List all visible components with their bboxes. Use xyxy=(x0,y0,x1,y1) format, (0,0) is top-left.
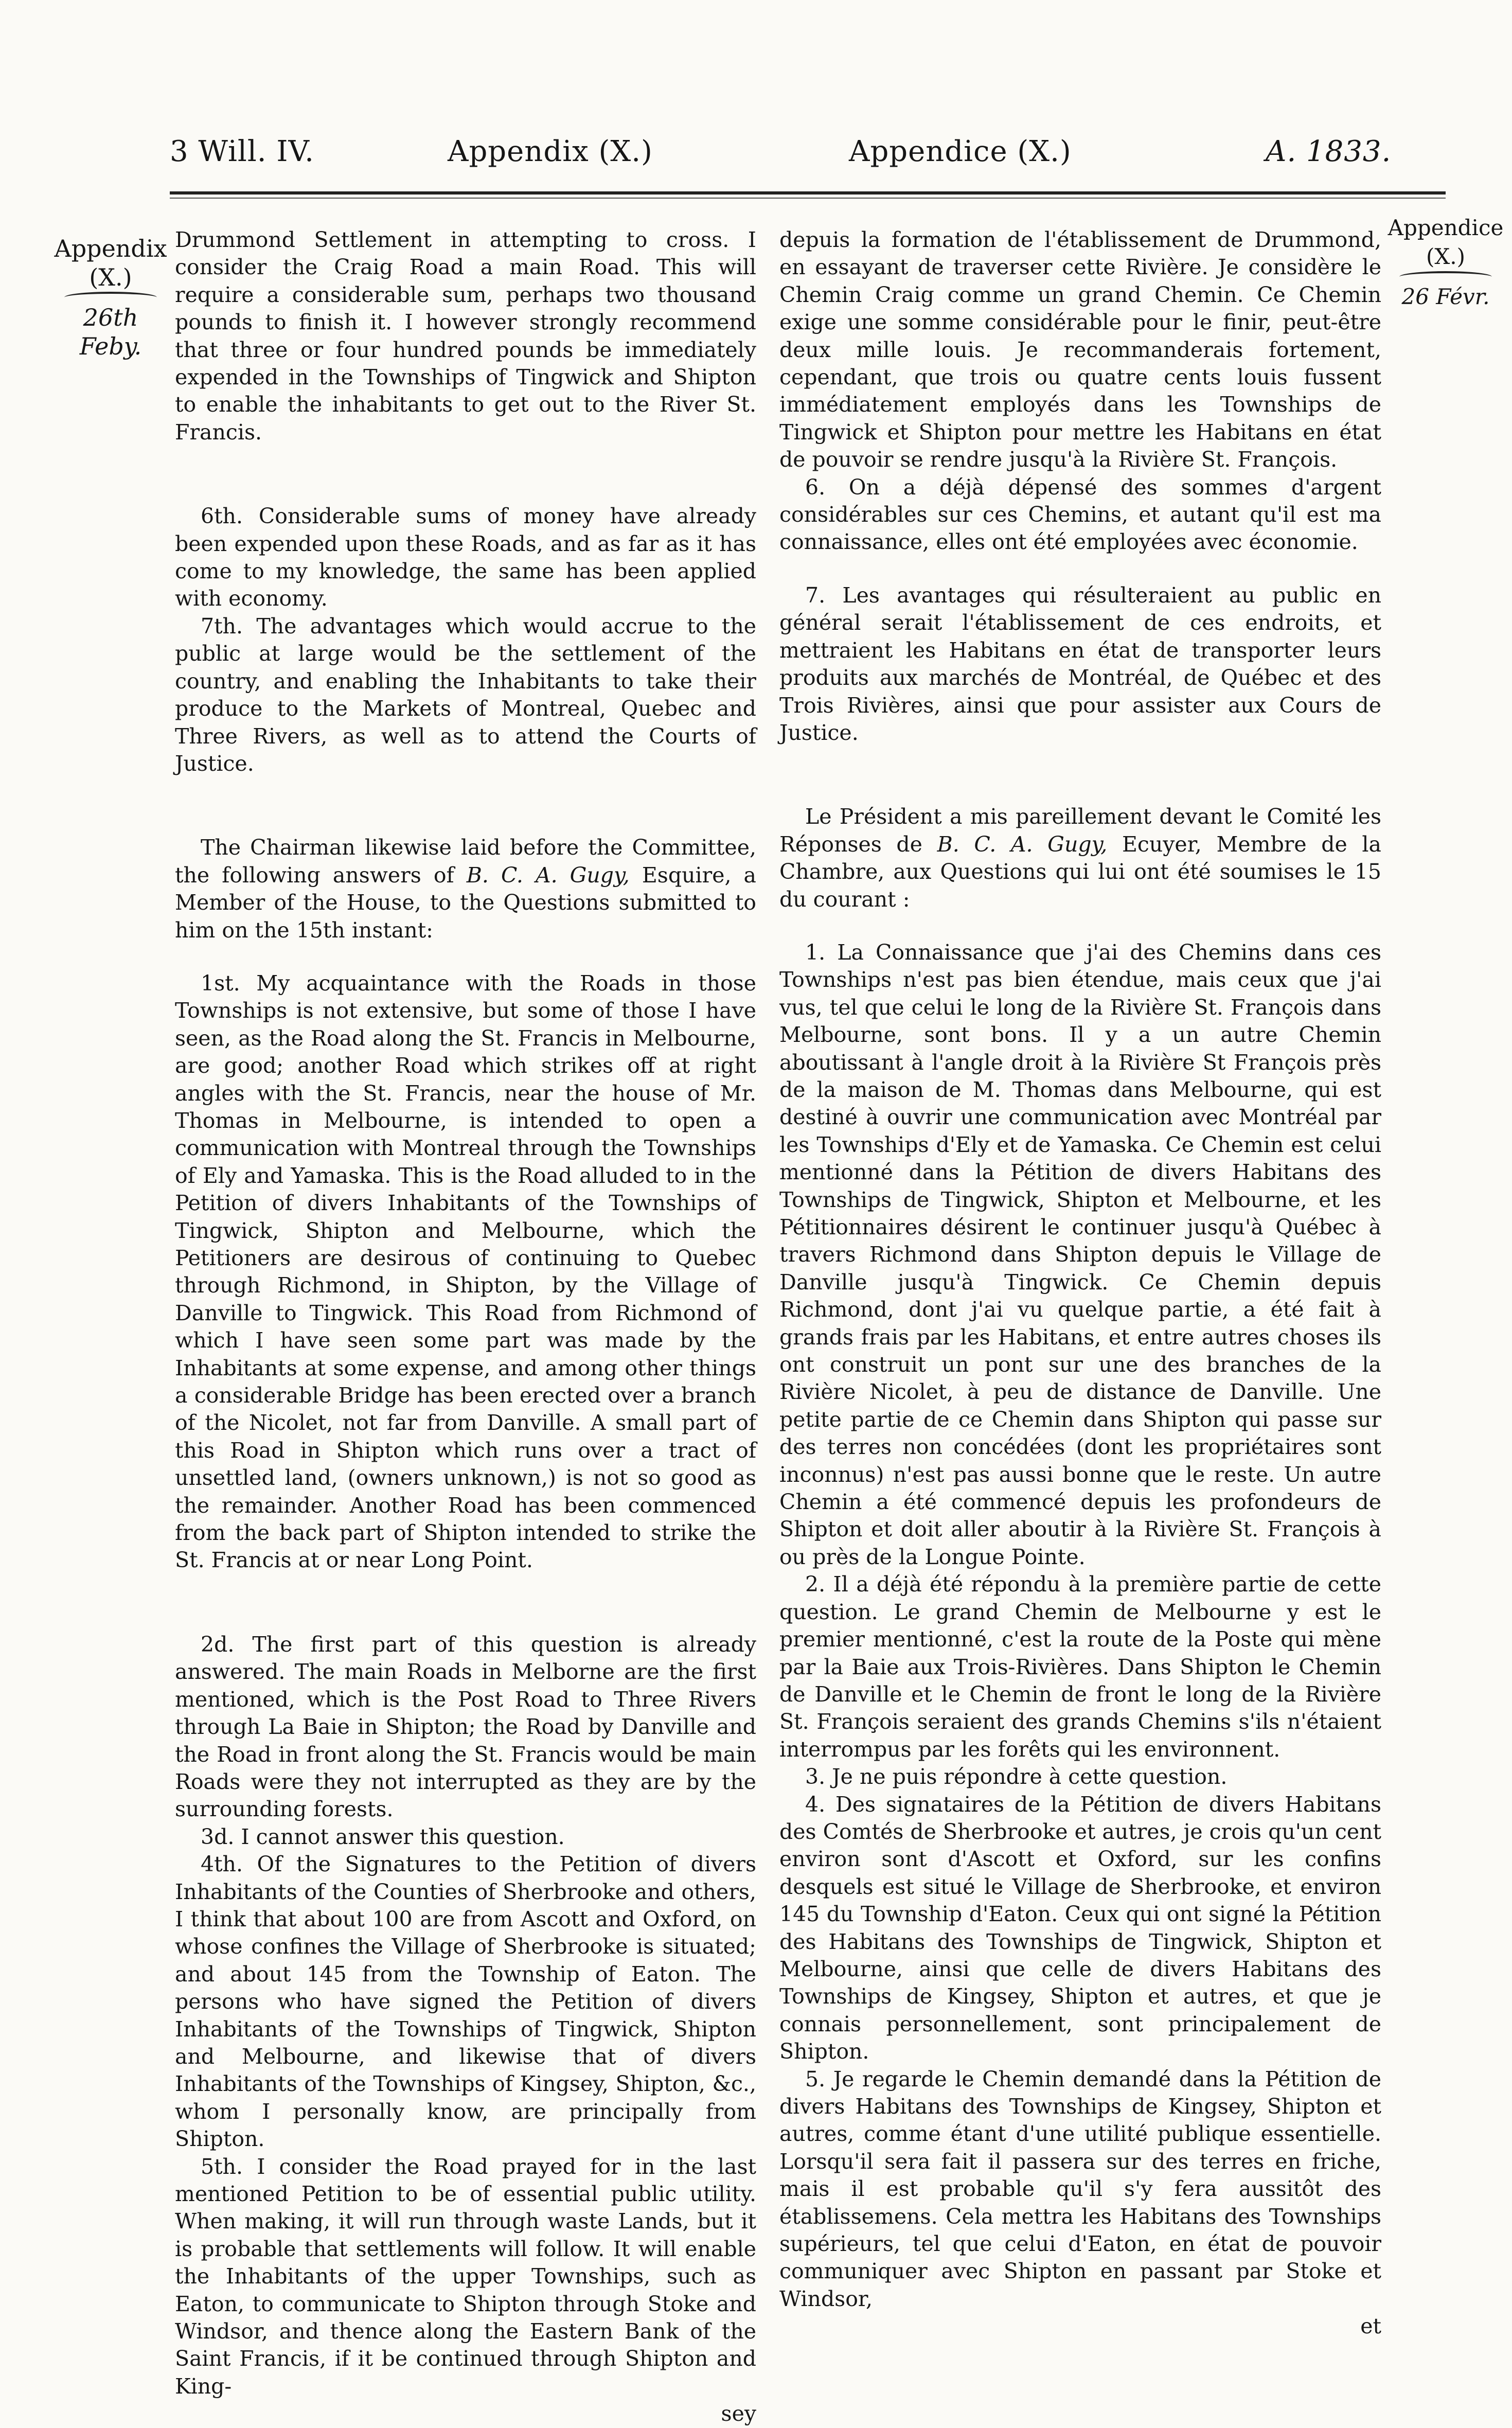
answer-first: 1. La Connaissance que j'ai des Chemins dans ces Townships n'est pas bien étendue, mais ceux que j'ai vus, tel que celui le long de la Rivière St. François dans Melbourne, sont bons. Il y a un autre Chemin aboutissant à l'angle droit à la Rivière St François près de la maison de M. Thomas dans Melbourne, qui est destiné à ouvrir une communication avec Montréal par les Townships d'Ely et de Yamaska. Ce Chemin est celui mentionné dans la Pétition de divers Habitans des Townships de Tingwick, Shipton et Melbourne, et les Pétitionnaires désirent le continuer jusqu'à Québec à travers Richmond dans Shipton depuis le Village de Danville jusqu'à Tingwick. Ce Chemin depuis Richmond, dont j'ai vu quelque partie, a été fait à grands frais par les Habitans, et entre autres choses ils ont construit un pont sur une des branches de la Rivière Nicolet, à peu de distance de Danville. Une petite partie de ce Chemin dans Shipton qui passe sur des terres non concédées (dont les propriétaires sont inconnus) n'est pas aussi bonne que le reste. Un autre Chemin a été commencé depuis les profondeurs de Shipton et doit aller aboutir à la Rivière St. François à ou près de la Longue Pointe. xyxy=(779,940,1381,1569)
brace-ornament xyxy=(64,292,157,303)
running-head-regnal-year: 3 Will. IV. xyxy=(170,135,314,168)
paragraph-seventh: 7th. The advantages which would accrue to the public at large would be the settlement of the country, and enabling the Inhabitants to take their produce to the Markets of Montreal, Quebec and Three Rivers, as well as to attend the Courts of Justice. xyxy=(175,613,756,776)
margin-note-left xyxy=(49,234,172,361)
header-rule xyxy=(170,191,1446,194)
answer-third: 3d. I cannot answer this question. xyxy=(201,1824,565,1849)
catchword: sey xyxy=(721,2401,756,2426)
answer-second: 2. Il a déjà été répondu à la première partie de cette question. Le grand Chemin de Melbourne y est le premier mentionné, c'est la route de la Poste qui mène par la Baie aux Trois-Rivières. Dans Shipton le Chemin de Danville et le Chemin de front le long de la Rivière St. François seraient des grands Chemins s'ils n'étaient interrompus par les forêts qui les environnent. xyxy=(779,1572,1381,1762)
header-rule-thin xyxy=(170,198,1446,199)
margin-note-date: 26th Feby. xyxy=(79,304,142,360)
paragraph-chairman xyxy=(175,834,756,944)
running-head-year: A. 1833. xyxy=(1266,135,1392,168)
french-column xyxy=(779,226,1381,2341)
margin-note-code: (X.) xyxy=(1426,244,1466,269)
paragraph-sixth: 6th. Considerable sums of money have already been expended upon these Roads, and as far as it has come to my knowledge, the same has been applied with economy. xyxy=(175,504,756,611)
english-column xyxy=(175,226,756,2428)
answer-fifth: 5th. I consider the Road prayed for in the last mentioned Petition to be of essential public utility. When making, it will run through waste Lands, but it is probable that settlements will follow. It will enable the Inhabitants of the upper Townships, such as Eaton, to communicate to Shipton through Stoke and Windsor, and thence along the Eastern Bank of the Saint Francis, if it be continued through Shipton and King- xyxy=(175,2154,756,2399)
answer-fourth: 4. Des signataires de la Pétition de divers Habitans des Comtés de Sherbrooke et autres, je crois qu'un cent environ sont d'Ascott et Oxford, sur les confins desquels est situé le Village de Sherbrooke, et environ 145 du Township d'Eaton. Ceux qui ont signé la Pétition des Habitans des Townships de Tingwick, Shipton et Melbourne, ainsi que celle de divers Habitans des Townships de Kingsey, Shipton et autres, et que je connais personnellement, sont principalement de Shipton. xyxy=(779,1792,1381,2064)
answer-first: 1st. My acquaintance with the Roads in those Townships is not extensive, but some of those I have seen, as the Road along the St. Francis in Melbourne, are good; another Road which strikes off at right angles with the St. Francis, near the house of Mr. Thomas in Melbourne, is intended to open a communication with Montreal through the Townships of Ely and Yamaska. This is the Road alluded to in the Petition of divers Inhabitants of the Townships of Tingwick, Shipton and Melbourne, which the Petitioners are desirous of continuing to Quebec through Richmond, in Shipton, by the Village of Danville to Tingwick. This Road from Richmond of which I have seen some part was made by the Inhabitants at some expense, and among other things a considerable Bridge has been erected over a branch of the Nicolet, not far from Danville. A small part of this Road in Shipton which runs over a tract of unsettled land, (owners unknown,) is not so good as the remainder. Another Road has been commenced from the back part of Shipton intended to strike the St. Francis at or near Long Point. xyxy=(175,970,756,1573)
paragraph-seventh: 7. Les avantages qui résulteraient au public en général serait l'établissement de ces endroits, et mettraient les Habitans en état de transporter leurs produits aux marchés de Montréal, de Québec et des Trois Rivières, ainsi que pour assister aux Cours de Justice. xyxy=(779,582,1381,745)
margin-note-code: (X.) xyxy=(89,263,132,291)
chairman-text-a: The Chairman likewise laid before the Committee, the following answers of xyxy=(175,835,756,888)
running-head-appendix-en: Appendix (X.) xyxy=(448,135,653,168)
answer-second: 2d. The first part of this question is already answered. The main Roads in Melborne are the first mentioned, which is the Post Road to Three Rivers through La Baie in Shipton; the Road by Danville and the Road in front along the St. Francis would be main Roads were they not interrupted as they are by the surrounding forests. xyxy=(175,1632,756,1822)
margin-note-label: Appendix xyxy=(54,235,167,262)
chairman-text-b: Ecuyer, Membre de la Chambre, aux Questions qui lui ont été soumises le 15 du courant : xyxy=(779,831,1381,912)
paragraph-sixth: 6. On a déjà dépensé des sommes d'argent considérables sur ces Chemins, et autant qu'il est ma connaissance, elles ont été employées avec économie. xyxy=(779,474,1381,555)
catchword: et xyxy=(1360,2314,1381,2339)
chairman-text-a: Le Président a mis pareillement devant le Comité les Réponses de xyxy=(779,804,1381,857)
answer-fifth: 5. Je regarde le Chemin demandé dans la Pétition de divers Habitans des Townships de Kingsey, Shipton et autres, comme étant d'une utilité publique essentielle. Lorsqu'il sera fait il passera sur des terres en friche, mais il est probable qu'il s'y fera aussitôt des établissemens. Cela mettra les Habitans des Townships supérieurs, tel que celui d'Eaton, en état de pouvoir communiquer avec Shipton en passant par Stoke et Windsor, xyxy=(779,2066,1381,2311)
paragraph-chairman xyxy=(779,803,1381,913)
running-head-appendix-fr: Appendice (X.) xyxy=(849,135,1072,168)
answer-fourth: 4th. Of the Signatures to the Petition of divers Inhabitants of the Counties of Sherbrooke and others, I think that about 100 are from Ascott and Oxford, on whose confines the Village of Sherbrooke is situated; and about 145 from the Township of Eaton. The persons who have signed the Petition of divers Inhabitants of the Townships of Tingwick, Shipton and Melbourne, and likewise that of divers Inhabitants of the Townships of Kingsey, Shipton, &c., whom I personally know, are principally from Shipton. xyxy=(175,1852,756,2152)
answer-third: 3. Je ne puis répondre à cette question. xyxy=(805,1764,1228,1789)
person-name: B. C. A. Gugy, xyxy=(937,831,1108,857)
margin-note-right xyxy=(1386,214,1505,311)
margin-note-date: 26 Févr. xyxy=(1401,284,1490,309)
paragraph-continuation: Drummond Settlement in attempting to cross. I consider the Craig Road a main Road. This will require a considerable sum, perhaps two thousand pounds to finish it. I however strongly recommend that three or four hundred pounds be immediately expended in the Townships of Tingwick and Shipton to enable the inhabitants to get out to the River St. Francis. xyxy=(175,227,756,445)
paragraph-continuation: depuis la formation de l'établissement de Drummond, en essayant de traverser cette Rivière. Je considère le Chemin Craig comme un grand Chemin. Ce Chemin exige une somme considérable pour le finir, peut-être deux mille louis. Je recommanderais fortement, cependant, que trois ou quatre cents louis fussent immédiatement employés dans les Townships de Tingwick et Shipton pour mettre les Habitans en état de pouvoir se rendre jusqu'à la Rivière St. François. xyxy=(779,227,1381,472)
margin-note-label: Appendice xyxy=(1388,215,1504,240)
brace-ornament xyxy=(1399,271,1492,282)
person-name: B. C. A. Gugy, xyxy=(466,862,630,888)
chairman-text-b: Esquire, a Member of the House, to the Questions submitted to him on the 15th instant: xyxy=(175,862,757,943)
